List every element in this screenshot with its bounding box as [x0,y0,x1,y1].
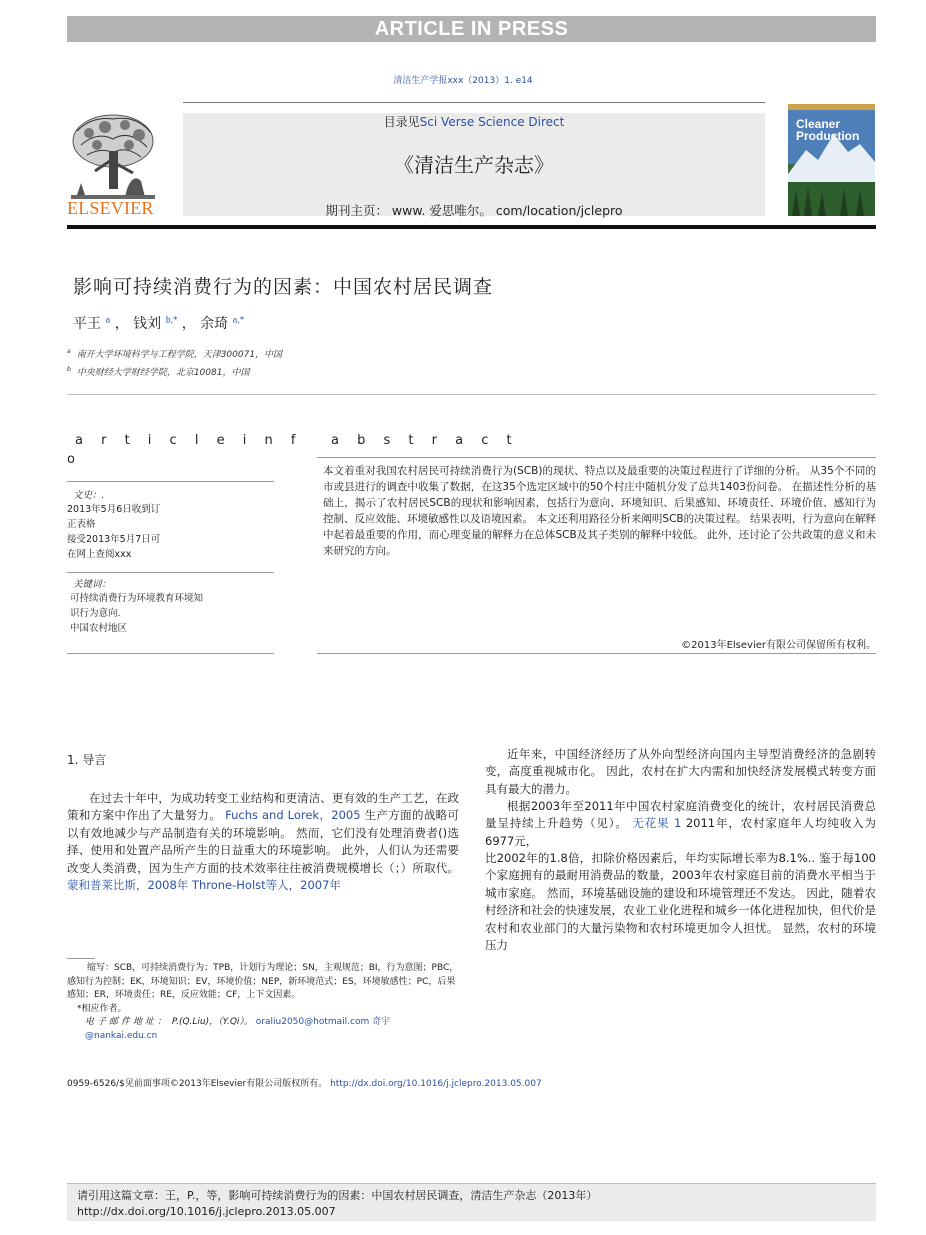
header-rule [183,102,765,103]
history-label: 文史：. [73,490,105,501]
author-affiliation-mark[interactable]: a [105,315,111,325]
footnote-rule [67,958,95,959]
citation-link[interactable]: Fuchs and Lorek，2005 [225,808,361,823]
info-divider [67,572,274,573]
body-text-span: 2011年，农村家庭年人均纯收入为6977元， [485,816,877,848]
email-link[interactable]: 奇宇@nankai.edu.cn [85,1017,391,1041]
journal-reference[interactable]: 清洁生产学报xxx（2013）1. e14 [393,76,533,86]
contents-line [183,113,765,130]
info-divider [67,481,274,482]
cover-title-line1: Cleaner [796,117,841,131]
article-info-heading: a r t i c l e i n f [75,433,303,448]
citation-doi[interactable]: http://dx.doi.org/10.1016/j.jclepro.2013.05.007 [77,1205,336,1218]
journal-homepage[interactable]: 期刊主页： www. 爱思唯尔。 com/location/jclepro [325,203,623,218]
info-divider [67,653,274,654]
author-name[interactable]: 平王 [73,316,101,332]
citation-text [77,1188,867,1220]
citation-link[interactable]: 蒙和普莱比斯，2008年 Throne-Holst等人，2007年 [67,878,341,893]
author-list [73,313,244,333]
affiliation-mark: a [67,348,71,355]
doi-link[interactable]: http://dx.doi.org/10.1016/j.jclepro.2013.05.007 [330,1079,542,1089]
elsevier-tree-logo [67,111,159,201]
author-name[interactable]: 余琦 [200,316,229,332]
body-text-span: 生产方面的战略可以有效地减少与产品制造有关的环境影响。 然而，它们没有处理消费者()选择、使用和处置产品所产生的日益重大的环境影响。 此外，人们认为还需要改变人类消费，因为生产方面的技术效率往往被消费规模增长（；）所取代。 [67,808,460,875]
affiliation-a [67,347,282,360]
keyword[interactable]: 可持续消费行为环境教育环境知 [70,593,204,604]
figure-link[interactable]: 无花果 1 [632,816,682,831]
copyright-notice: ©2013年Elsevier有限公司保留所有权利。 [681,640,876,651]
article-info-heading-cont: o [67,452,82,467]
email-footnote [67,1016,459,1043]
abstract-divider [317,653,876,654]
history-line: 2013年5月6日收到订 [67,504,161,515]
journal-header-box [183,113,765,216]
email-names: P.(Q.Liu)，（Y.Qi）。 [171,1017,253,1028]
abstract-text: 本文着重对我国农村居民可持续消费行为(SCB)的现状、特点以及最重要的决策过程进行了详细的分析。 从35个不同的市或县进行的调查中收集了数据，在这35个选定区域中的50个村庄中随机分发了总共1403份问卷。 在描述性分析的基础上，揭示了农村居民SCB的现状和影响因素，包括行为意向、环境知识、后果感知、环境责任、环境价值、感知行为控制、反应效能、环境敏感性以及语境因素。 本文还利用路径分析来阐明SCB的决策过程。 结果表明，行为意向在解释中起着最重要的作用，而心理变量的解释力在总体SCB及其子类别的解释中较低。 此外，还讨论了公共政策的意义和未来研究的方向。 [323,465,876,558]
body-paragraph: 比2002年的1.8倍，扣除价格因素后，年均实际增长率为8.1%.. 鉴于每100个家庭拥有的最耐用消费品的数量，2003年农村家庭目前的消费水平相当于城市家庭。 然而，环境基础设施的建设和环境管理还不发达。 因此，随着农村经济和社会的快速发展，农业工业化进程和城乡一体化进程加快，但代价是农村和农业部门的大量污染物和农村环境更加令人担忧。 显然，农村的环境压力 [485,851,876,953]
author-name[interactable]: 钱刘 [133,316,162,332]
article-title: 影响可持续消费行为的因素：中国农村居民调查 [73,276,494,298]
sciverse-link[interactable]: Sci Verse Science Direct [419,115,565,129]
elsevier-logo-text: ELSEVIER [67,198,154,218]
citation-box [67,1183,876,1221]
email-label: 电子邮件地址： [85,1017,170,1028]
history-line: 接受2013年5月7日可 [67,534,161,545]
header-thick-rule [67,225,876,229]
corresponding-author-note: *相应作者。 [77,1003,127,1014]
keyword[interactable]: 中国农村地区 [70,623,128,634]
affiliation-mark: b [67,366,71,373]
issn-line [67,1076,876,1089]
history-block [67,502,267,562]
footnotes [67,962,459,1044]
affiliation-text: 南开大学环境科学与工程学院，天津300071，中国 [76,350,283,360]
abstract-divider [317,457,876,458]
affiliation-text: 中央财经大学财经学院，北京10081，中国 [76,368,250,378]
journal-cover-image [788,104,875,216]
history-line: 在网上查阅xxx [67,549,132,560]
title-divider [67,394,876,395]
body-paragraph [485,798,876,850]
journal-title: 《清洁生产杂志》 [394,153,554,177]
abstract-heading: a b s t r a c t [331,433,519,448]
body-paragraph: 近年来，中国经济经历了从外向型经济向国内主导型消费经济的急剧转变，高度重视城市化。 因此，农村在扩大内需和加快经济发展模式转变方面具有最大的潜力。 [485,747,876,796]
section-heading: 1. 导言 [67,753,107,767]
keywords-label: 关键词： [73,579,112,590]
abbreviations-footnote: 缩写：SCB，可持续消费行为；TPB，计划行为理论；SN，主观规范；BI，行为意图；PBC，感知行为控制；EK，环境知识；EV，环境价值；NEP，新环境范式；ES，环境敏感性；PC，后果感知；ER，环境责任；RE，反应效能；CF，上下文因素。 [67,963,459,1001]
citation-line: 请引用这篇文章：王，P.，等，影响可持续消费行为的因素：中国农村居民调查，清洁生产杂志（2013年） [77,1189,598,1202]
body-text-span: 在过去十年中，为成功转变工业结构和更清洁、更有效的生产工艺，在政策和方案中作出了大量努力。 [67,791,459,823]
keyword[interactable]: 识行为意向. [70,608,121,619]
body-text-span: 根据2003年至2011年中国农村家庭消费变化的统计，农村居民消费总量呈持续上升趋势（见）。 [485,799,876,831]
body-paragraph [67,790,459,894]
author-affiliation-mark[interactable]: a,* [232,315,244,325]
affiliation-b [67,365,249,378]
history-line: 正表格 [67,519,96,530]
cover-title-line2: Production [796,129,860,143]
author-affiliation-mark[interactable]: b,* [165,315,178,325]
keywords-block [70,591,270,636]
article-in-press-banner: ARTICLE IN PRESS [67,16,876,42]
author-separator: ， [114,316,129,332]
issn-text: 0959-6526/$见前面事项©2013年Elsevier有限公司版权所有。 [67,1079,328,1089]
contents-prefix: 目录见 [383,115,420,129]
email-link[interactable]: oraliu2050@hotmail.com [255,1017,370,1028]
author-separator: ， [181,316,196,332]
